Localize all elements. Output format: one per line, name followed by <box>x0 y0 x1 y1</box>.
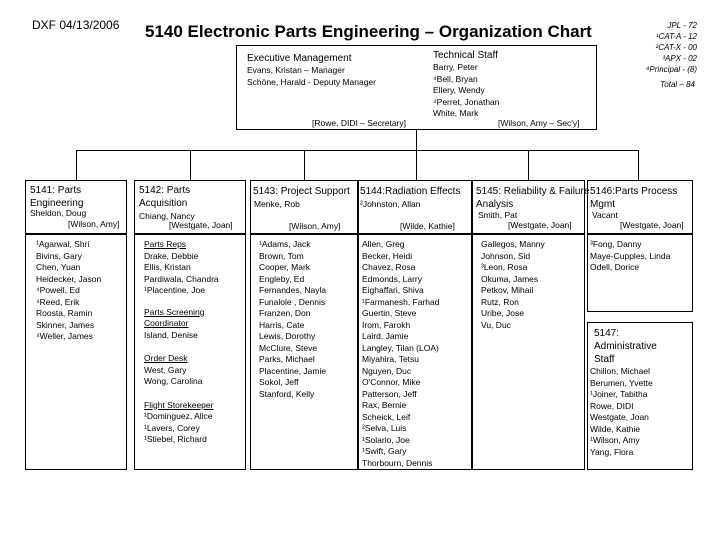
group-5145-members <box>481 239 545 331</box>
list-item: ¹Stiebel, Richard <box>144 434 207 444</box>
list-item: Westgate, Joan <box>590 412 649 422</box>
list-item: Maye-Cupples, Linda <box>590 250 671 261</box>
group-5144-members <box>362 239 439 469</box>
group-5144-lead: ²Johnston, Allan <box>360 199 421 209</box>
group-5141-lead: Sheldon, Doug <box>30 208 87 218</box>
group-5144-title: 5144:Radiation Effects <box>360 186 461 197</box>
section <box>144 239 229 297</box>
admin-title-line: 5147: <box>594 328 620 339</box>
group-5146-members <box>590 239 670 274</box>
list-item: McClure, Steve <box>259 342 318 353</box>
list-item: Wong, Carolina <box>144 376 203 386</box>
executive-secretary: [Rowe, DIDI – Secretary] <box>312 118 407 128</box>
admin-title-line: Administrative <box>594 341 657 352</box>
group-5147-members <box>590 366 653 458</box>
group-5143-lead: Menke, Rob <box>254 199 300 209</box>
legend <box>645 20 697 75</box>
connector-drop-5143 <box>304 150 305 180</box>
list-item: Funalole , Dennis <box>259 296 326 307</box>
group-5141-secretary: [Wilson, Amy] <box>68 219 120 229</box>
list-item: ¹Agarwal, Shri <box>36 239 90 249</box>
list-item: Johnson, Sid <box>481 250 531 261</box>
list-item: ¹Adams, Jack <box>259 239 311 249</box>
list-item: Wilde, Kathie <box>590 423 641 434</box>
group-5142-secretary: [Westgate, Joan] <box>169 220 233 230</box>
list-item: ⁴Weller, James <box>36 331 93 341</box>
list-item: Stanford, Kelly <box>259 388 315 399</box>
list-item: Scheick, Leif <box>362 411 411 422</box>
executive-members <box>247 65 376 88</box>
group-5145-title: 5145: Reliability & Failure Analysis <box>476 186 590 210</box>
list-item: ¹Lavers, Corey <box>144 422 200 433</box>
list-item: Yang, Flora <box>590 446 634 457</box>
section-heading: Parts Screening Coordinator <box>144 306 205 328</box>
chart-date: DXF 04/13/2006 <box>32 18 120 32</box>
list-item: ¹Placentine, Joe <box>144 285 205 295</box>
list-item: Brown, Tom <box>259 250 304 261</box>
technical-secretary: [Wilson, Amy – Sec'y] <box>498 118 580 128</box>
list-item: Gallegos, Manny <box>481 239 545 249</box>
legend-line: ³APX - 02 <box>662 54 697 63</box>
list-item: ²Selva, Luis <box>362 423 407 433</box>
list-item: Berumen, Yvette <box>590 377 653 388</box>
list-item: ³Leon, Rosa <box>481 262 528 272</box>
list-item: Drake, Debbie <box>144 250 199 261</box>
list-item: Vu, Duc <box>481 319 511 330</box>
legend-line: JPL - 72 <box>667 21 697 30</box>
section <box>144 400 229 446</box>
group-5147-title <box>594 327 657 366</box>
section <box>144 307 229 342</box>
list-item: Sokol, Jeff <box>259 377 299 387</box>
list-item: Bivins, Gary <box>36 250 82 261</box>
list-item: Chillon, Michael <box>590 366 650 376</box>
list-item: ⁴Reed, Erik <box>36 296 80 307</box>
list-item: Roosta, Ramin <box>36 308 93 318</box>
list-item: Engleby, Ed <box>259 273 305 284</box>
list-item: Rutz, Ron <box>481 296 519 307</box>
list-item: Parks, Michael <box>259 354 315 364</box>
section-heading: Flight Storekeeper <box>144 399 214 410</box>
list-item: Edmonds, Larry <box>362 273 422 284</box>
group-5141-title: 5141: Parts Engineering <box>30 185 84 209</box>
connector-drop-5144 <box>416 150 417 180</box>
list-item: Placentine, Jamie <box>259 365 327 376</box>
list-item: Lewis, Dorothy <box>259 331 316 341</box>
group-5146-lead: Vacant <box>592 210 618 220</box>
list-item: ¹Dominguez, Alice <box>144 411 213 421</box>
list-item: ³Fong, Danny <box>590 239 642 249</box>
list-item: Becker, Heidi <box>362 250 413 261</box>
list-item: Allen, Greg <box>362 239 405 249</box>
section-heading: Order Desk <box>144 353 188 363</box>
group-5143-secretary: [Wilson, Amy] <box>289 221 341 231</box>
list-item: ⁴Powell, Ed <box>36 285 80 295</box>
list-item: O'Connor, Mike <box>362 377 421 387</box>
list-item: Skinner, James <box>36 319 95 330</box>
list-item: ¹Solario, Joe <box>362 434 410 445</box>
technical-member: Barry, Peter <box>433 62 478 72</box>
connector-bus <box>76 150 638 151</box>
executive-member: Schöne, Harald - Deputy Manager <box>247 76 376 87</box>
list-item: Laird, Jamie <box>362 331 409 341</box>
list-item: ¹Joiner, Tabitha <box>590 389 648 399</box>
list-item: Patterson, Jeff <box>362 388 417 399</box>
connector-trunk <box>416 130 417 150</box>
list-item: Uribe, Jose <box>481 308 524 318</box>
list-item: Heidecker, Jason <box>36 273 102 284</box>
list-item: ¹Farmanesh, Farhad <box>362 296 440 307</box>
list-item: Island, Denise <box>144 329 198 340</box>
legend-total: Total – 84 <box>660 80 695 89</box>
technical-member: Ellery, Wendy <box>433 85 485 95</box>
list-item: Thorbourn, Dennis <box>362 457 433 468</box>
list-item: Nguyen, Duc <box>362 365 412 376</box>
connector-drop-5145 <box>528 150 529 180</box>
technical-member: ⁴Perret, Jonathan <box>433 96 500 107</box>
group-5144-secretary: [Wilde, Kathie] <box>400 221 455 231</box>
group-5142-sections <box>144 239 229 446</box>
list-item: Eighaffari, Shiva <box>362 285 424 295</box>
technical-heading: Technical Staff <box>433 50 498 61</box>
list-item: Chavez, Rosa <box>362 262 416 272</box>
legend-line: ⁴Principal - (8) <box>645 65 697 74</box>
list-item: Miyahira, Tetsu <box>362 354 420 364</box>
group-5143-members <box>259 239 326 400</box>
section <box>144 353 229 388</box>
technical-members <box>433 62 500 120</box>
list-item: West, Gary <box>144 364 187 375</box>
list-item: Guertin, Steve <box>362 308 417 318</box>
legend-line: ²CAT-X - 00 <box>655 43 697 52</box>
group-5145-secretary: [Westgate, Joan] <box>508 220 572 230</box>
legend-line: ¹CAT-A - 12 <box>655 32 697 41</box>
list-item: Franzen, Don <box>259 308 311 318</box>
connector-drop-5142 <box>190 150 191 180</box>
executive-heading: Executive Management <box>247 53 352 64</box>
list-item: Petkov, Mihail <box>481 285 534 295</box>
group-5146-secretary: [Westgate, Joan] <box>620 220 684 230</box>
technical-member: ⁴Bell, Bryan <box>433 73 478 84</box>
group-5143-title: 5143: Project Support <box>253 186 350 197</box>
admin-title-line: Staff <box>594 354 615 365</box>
list-item: Ellis, Kristan <box>144 262 191 272</box>
group-5142-title: 5142: Parts Acquisition <box>139 185 191 209</box>
list-item: Cooper, Mark <box>259 262 311 272</box>
connector-drop-5146 <box>638 150 639 180</box>
group-5141-members <box>36 239 101 343</box>
list-item: Harris, Cate <box>259 319 305 330</box>
list-item: Rax, Bernie <box>362 400 407 410</box>
list-item: Irom, Farokh <box>362 319 411 330</box>
technical-member: White, Mark <box>433 108 479 118</box>
list-item: Langley, Tilan (LOA) <box>362 342 439 353</box>
list-item: Fernandes, Nayla <box>259 285 327 295</box>
group-5142-lead: Chiang, Nancy <box>139 211 195 221</box>
list-item: Odell, Dorice <box>590 262 640 272</box>
list-item: ¹Wilson, Amy <box>590 435 640 445</box>
list-item: ¹Swift, Gary <box>362 446 407 456</box>
list-item: Chen, Yuan <box>36 262 81 272</box>
list-item: Rowe, DIDI <box>590 400 634 411</box>
section-heading: Parts Reps <box>144 239 187 249</box>
connector-drop-5141 <box>76 150 77 180</box>
group-5145-lead: Smith, Pat <box>478 210 518 220</box>
group-5146-title: 5146:Parts Process Mgmt <box>590 186 678 210</box>
list-item: Okuma, James <box>481 273 539 284</box>
page-title: 5140 Electronic Parts Engineering – Organization Chart <box>145 22 592 41</box>
executive-member: Evans, Kristan – Manager <box>247 65 345 75</box>
list-item: Pardiwala, Chandra <box>144 273 219 284</box>
